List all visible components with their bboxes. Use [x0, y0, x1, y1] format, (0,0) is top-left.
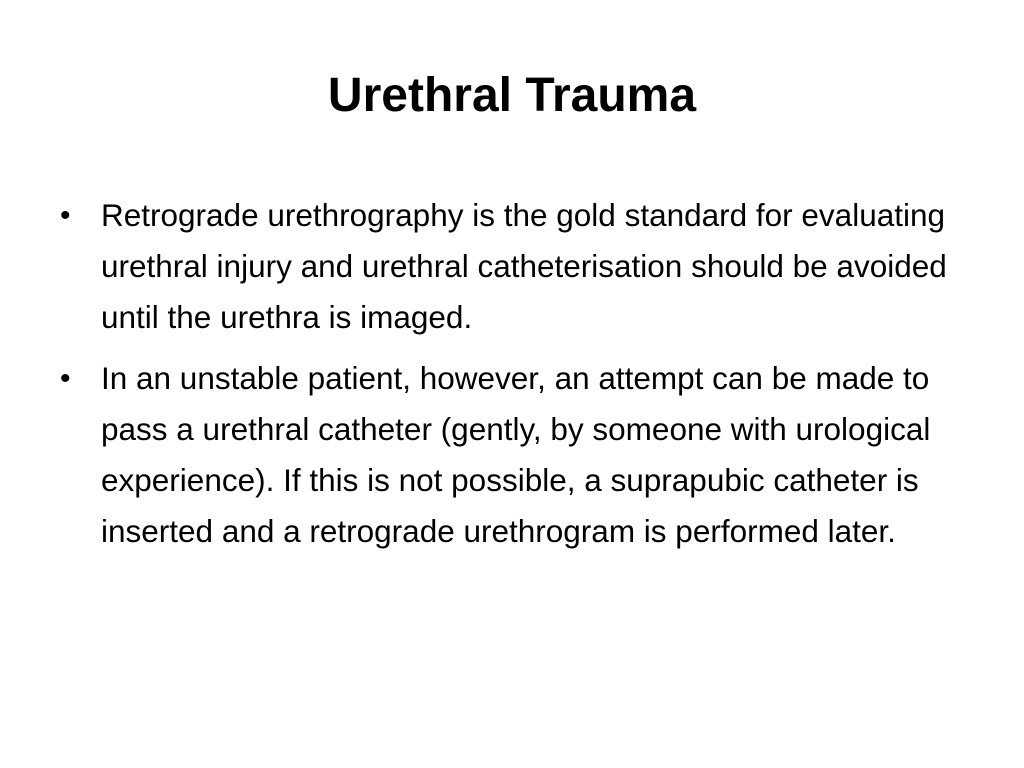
bullet-text: In an unstable patient, however, an attempt can be made to pass a urethral catheter (gently, by someone with urological experience). If this is not possible, a suprapubic catheter is inserted and a retrograde urethrogram is performed later. [101, 360, 931, 549]
bullet-item [58, 353, 978, 557]
bullet-text: Retrograde urethrography is the gold standard for evaluating urethral injury and urethral catheterisation should be avoided until the urethra is imaged. [101, 197, 947, 335]
slide-title: Urethral Trauma [327, 69, 697, 122]
bullet-marker: • [60, 362, 71, 395]
bullet-marker: • [60, 199, 71, 232]
bullet-item [58, 190, 978, 343]
bullet-list [58, 190, 978, 567]
